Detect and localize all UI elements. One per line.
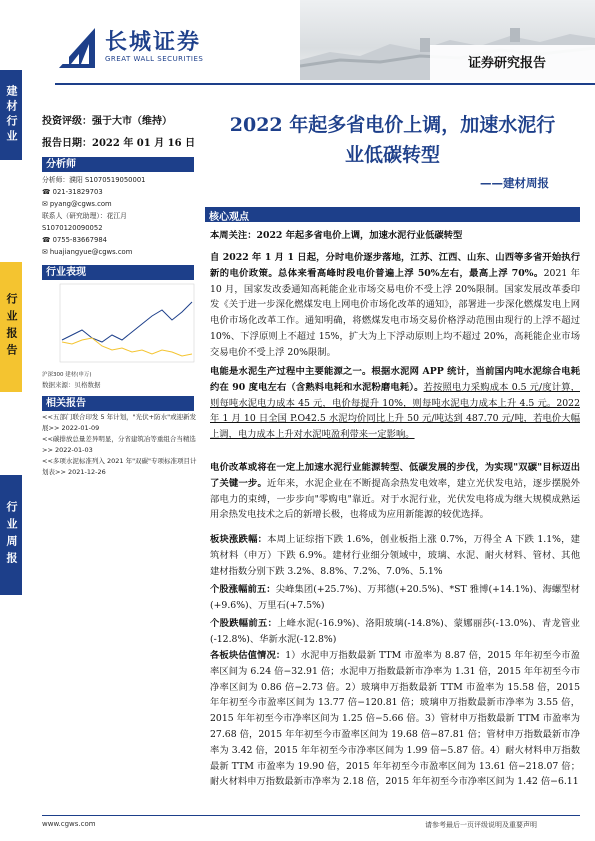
p3-text: 近年来，水泥企业在不断提高余热发电效率，建立光伏发电站，逐步摆脱外部电力的束缚，一步步向"零购电"靠近。对于水泥行业，光伏发电将成为继大规模成熟运用余热发电技术之后的新增长极，也将成为应用新能源的较优选择。 bbox=[210, 477, 580, 521]
logo-mark-icon bbox=[55, 24, 99, 70]
p4-label: 板块涨跌幅： bbox=[210, 534, 268, 545]
logo-chinese: 长城证券 bbox=[105, 30, 202, 55]
p6-label: 个股跌幅前五： bbox=[210, 618, 278, 629]
side-tab-industry bbox=[0, 70, 22, 160]
chart-source: 数据来源：贝格数据 bbox=[42, 381, 101, 389]
side-tab-label: 行业周报 bbox=[5, 501, 18, 569]
p7-text: 1）水泥申万指数最新 TTM 市盈率为 8.87 倍，2015 年年初至今市盈率区间为 6.24 倍−32.91 倍；水泥申万指数最新市净率为 1.31 倍，2015 年年初至今市净率区间为 0.86 倍−2.73 倍。2）玻璃申万指数最新 TTM 市盈率为 15.58 倍，2015 年年初至今市盈率区间为 13.77 倍−120.81 倍；玻璃申万指数最新市净率为 3.55 倍，2015 年年初至今市净率区间为 1.25 倍−5.66 倍。3）管材申万指数最新 TTM 市盈率为 27.68 倍，2015 年年初至今市盈率区间为 19.68 倍−87.81 倍；管材申万指数最新市净率为 3.42 倍，2015 年年初至今市净率区间为 1.99 倍−5.87 倍。4）耐火材料申万指数最新 TTM 市盈率为 19.90 倍，2015 年年初至今市盈率区间为 13.61 倍−218.07 倍；耐火材料申万指数最新市净率为 2.18 倍，2015 年年初至今市净率区间为 1.42 倍−6.11 bbox=[210, 650, 580, 788]
focus-label: 本周关注： bbox=[210, 230, 257, 241]
p2-underlined: 若按照电力采购成本 0.5 元/度计算，则每吨水泥电力成本 45 元，电价每提升 10%，则每吨水泥电力成本上升 4.5 元。2022 年 1 月 10 日全国 P.O42.5 水泥均价同比上升 50 元/吨达到 487.70 元/吨，若电价大幅上调，电力成本上升对水泥吨盈利带来一定影响。 bbox=[210, 381, 580, 441]
analyst-line: ☎ 021-31829703 bbox=[42, 188, 103, 196]
paragraph-sector-change bbox=[210, 532, 580, 579]
related-section-title: 相关报告 bbox=[42, 396, 194, 411]
footer-url[interactable]: www.cgws.com bbox=[42, 820, 96, 828]
footer-note: 请参考最后一页评级说明及重要声明 bbox=[425, 821, 537, 829]
logo-english: GREAT WALL SECURITIES bbox=[105, 55, 204, 63]
chart-legend: 沪深300 建材(申万) bbox=[42, 372, 92, 378]
analyst-line: 联系人（研究助理）：花江月 bbox=[42, 212, 127, 220]
industry-trend-chart bbox=[42, 280, 197, 370]
date-label: 报告日期： bbox=[42, 138, 92, 149]
investment-rating bbox=[42, 112, 172, 127]
series-line-hs300 bbox=[62, 302, 192, 342]
title-line-1: 2022 年起多省电价上调，加速水泥行 bbox=[229, 114, 556, 136]
p1-bold: 自 2022 年 1 月 1 日起，分时电价逐步落地，江苏、江西、山东、山西等多省开始执行新的电价政策。总体来看高峰时段电价普遍上浮 50%左右，最高上浮 70%。 bbox=[210, 252, 580, 279]
analyst-line: S1070120090052 bbox=[42, 224, 103, 232]
date-value: 2022 年 01 月 16 日 bbox=[92, 138, 196, 149]
rating-value: 强于大市（维持） bbox=[92, 116, 172, 127]
p4-text: 本周上证综指下跌 1.6%，创业板指上涨 0.7%，万得全 A 下跌 1.1%，建筑材料（申万）下跌 6.9%。建材行业细分领域中，玻璃、水泥、耐火材料、管材、其他建材指数分别下跌 3.2%、8.8%、7.2%、7.0%、5.1% bbox=[210, 534, 580, 577]
core-view-label: 核心观点 bbox=[209, 212, 249, 223]
p5-text: 尖峰集团(+25.7%)、万邦德(+20.5%)、*ST 雅博(+14.1%)、海螺型材(+9.6%)、万里石(+7.5%) bbox=[210, 584, 580, 611]
footer-divider bbox=[42, 815, 580, 816]
analyst-line: 分析师：濮阳 S1070519050001 bbox=[42, 176, 146, 184]
report-date bbox=[42, 134, 195, 149]
report-title bbox=[205, 110, 580, 170]
title-line-2: 业低碳转型 bbox=[344, 144, 440, 166]
focus-line bbox=[210, 228, 580, 244]
report-subtitle: ——建材周报 bbox=[480, 176, 549, 190]
side-tab-report bbox=[0, 262, 22, 392]
trend-section-title: 行业表现 bbox=[42, 265, 194, 280]
brand-logo bbox=[55, 22, 245, 72]
paragraph-price-policy bbox=[210, 250, 580, 361]
p7-label: 各板块估值情况： bbox=[210, 650, 286, 661]
side-tab-label: 建材行业 bbox=[5, 85, 18, 145]
rating-label: 投资评级： bbox=[42, 116, 92, 127]
analyst-line[interactable]: ✉ huajiangyue@cgws.com bbox=[42, 248, 133, 256]
related-reports bbox=[42, 412, 200, 478]
paragraph-low-carbon bbox=[210, 460, 580, 523]
paragraph-electricity-cost bbox=[210, 364, 580, 443]
side-tab-label: 行业报告 bbox=[5, 293, 18, 361]
p3-bold: 电价改革或将在一定上加速水泥行业能源转型、低碳发展的步伐，为实现"双碳"目标迈出了关键一步。 bbox=[210, 462, 580, 489]
related-report-link[interactable]: <<五部门联合印发 5 年计划，"光伏+防水"或迎新发展>> 2022-01-09 bbox=[42, 413, 197, 432]
related-report-link[interactable]: <<多项水泥标准列入 2021 年"双碳"专项标准项目计划表>> 2021-12-26 bbox=[42, 457, 197, 476]
core-view-bar bbox=[205, 207, 580, 222]
series-line-jiancai bbox=[62, 338, 192, 356]
paragraph-top-gainers bbox=[210, 582, 580, 614]
focus-text: 2022 年起多省电价上调，加速水泥行业低碳转型 bbox=[256, 230, 463, 241]
analyst-line: ☎ 0755-83667984 bbox=[42, 236, 107, 244]
paragraph-valuation bbox=[210, 648, 580, 790]
p5-label: 个股涨幅前五： bbox=[210, 584, 276, 595]
p6-text: 上峰水泥(-16.9%)、洛阳玻璃(-14.8%)、蒙娜丽莎(-13.0%)、青龙管业(-12.8%)、华新水泥(-12.8%) bbox=[210, 618, 580, 645]
header-divider bbox=[55, 83, 595, 85]
side-tab-weekly bbox=[0, 475, 22, 595]
p1-text: 2021 年 10 月，国家发改委通知高耗能企业市场交易电价不受上浮 20%限制。国家发展改革委印发《关于进一步深化燃煤发电上网电价市场化改革的通知》，部署进一步深化燃煤发电上网电价市场化改革工作。通知明确，将燃煤发电市场交易价格浮动范围由现行的上浮不超过 10%、下浮原则上不超过 15%，扩大为上下浮动原则上均不超过 20%，高耗能企业市场交易电价不受上浮 20%限制。 bbox=[210, 267, 580, 358]
analyst-info bbox=[42, 174, 197, 258]
report-type: 证券研究报告 bbox=[468, 56, 547, 71]
paragraph-top-losers bbox=[210, 616, 580, 648]
related-report-link[interactable]: <<碳排放总量差异明显，分省建筑冶等重组合当精选>> 2022-01-03 bbox=[42, 435, 196, 454]
p2-bold: 电能是水泥生产过程中主要能源之一。根据水泥网 APP 统计，当前国内吨水泥综合电耗约在 90 度电左右（含熟料电耗和水泥粉磨电耗）。 bbox=[210, 366, 580, 393]
analyst-section-title: 分析师 bbox=[42, 157, 194, 172]
analyst-line[interactable]: ✉ pyang@cgws.com bbox=[42, 200, 112, 208]
